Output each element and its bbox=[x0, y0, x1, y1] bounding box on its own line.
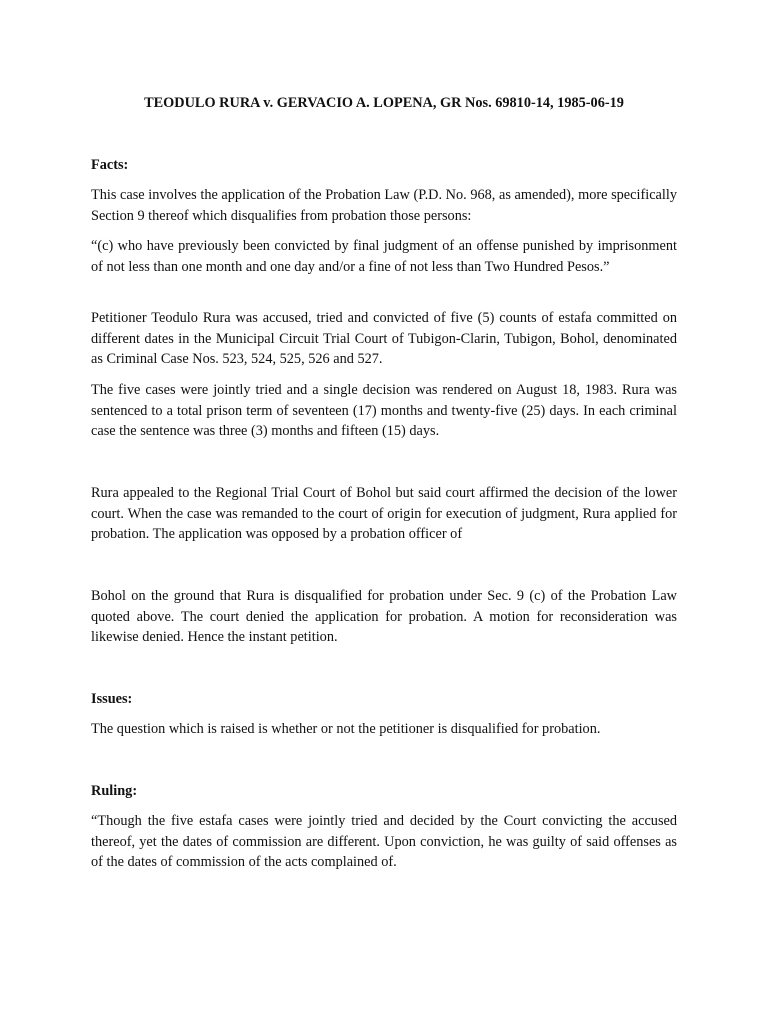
facts-paragraph-5: Rura appealed to the Regional Trial Court of Bohol but said court affirmed the decision of the lower court. When the case was remanded to the court of origin for execution of judgment, Rura applied for probation. The application was opposed by a probation officer of bbox=[91, 485, 677, 543]
document-title: TEODULO RURA v. GERVACIO A. LOPENA, GR Nos. 69810-14, 1985-06-19 bbox=[144, 95, 624, 111]
facts-paragraph-6: Bohol on the ground that Rura is disqualified for probation under Sec. 9 (c) of the Probation Law quoted above. The court denied the application for probation. A motion for reconsideration was likewise denied. Hence the instant petition. bbox=[91, 588, 677, 646]
ruling-paragraph: “Though the five estafa cases were jointly tried and decided by the Court convicting the accused thereof, yet the dates of commission are different. Upon conviction, he was guilty of said offenses as of the dates of commission of the acts complained of. bbox=[91, 813, 677, 871]
issues-heading: Issues: bbox=[91, 691, 133, 707]
ruling-heading: Ruling: bbox=[91, 783, 138, 799]
facts-paragraph-4: The five cases were jointly tried and a single decision was rendered on August 18, 1983. Rura was sentenced to a total prison term of seventeen (17) months and twenty-five (25) days. In each criminal case the sentence was three (3) months and fifteen (15) days. bbox=[91, 382, 677, 440]
issues-paragraph: The question which is raised is whether or not the petitioner is disqualified for probation. bbox=[91, 721, 601, 737]
facts-heading: Facts: bbox=[91, 157, 129, 173]
facts-paragraph-3: Petitioner Teodulo Rura was accused, tried and convicted of five (5) counts of estafa committed on different dates in the Municipal Circuit Trial Court of Tubigon-Clarin, Tubigon, Bohol, denominated as Criminal Case Nos. 523, 524, 525, 526 and 527. bbox=[91, 310, 677, 368]
facts-paragraph-2-quote: “(c) who have previously been convicted by final judgment of an offense punished by imprisonment of not less than one month and one day and/or a fine of not less than Two Hundred Pesos.” bbox=[91, 238, 677, 275]
facts-paragraph-1: This case involves the application of the Probation Law (P.D. No. 968, as amended), more specifically Section 9 thereof which disqualifies from probation those persons: bbox=[91, 187, 677, 224]
